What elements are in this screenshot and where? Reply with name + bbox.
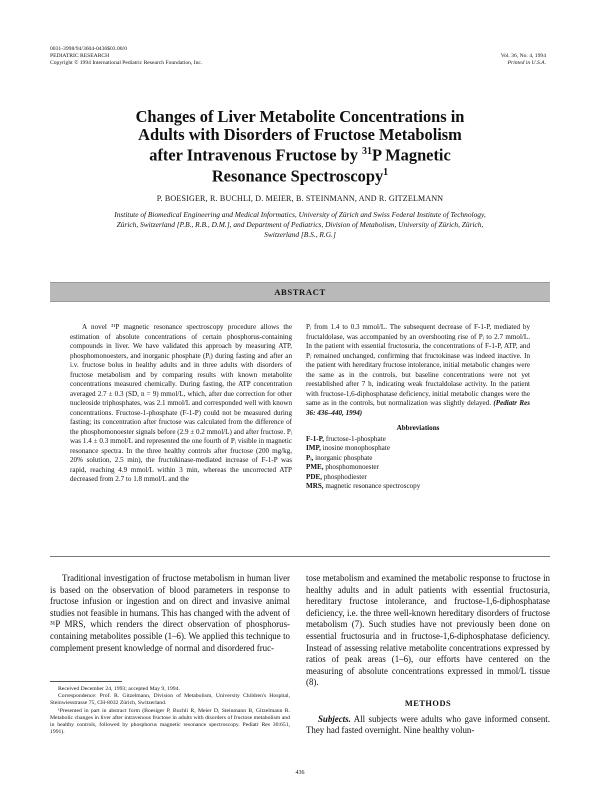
title-footnote-mark: 1 bbox=[383, 166, 389, 178]
printed-line: Printed in U.S.A. bbox=[507, 60, 546, 66]
footnotes bbox=[50, 686, 290, 736]
subjects-paragraph: Subjects. All subjects were adults who gave informed consent. They had fasted overnight. Nine healthy volun- bbox=[306, 713, 550, 736]
abbreviation-item: PME, phosphomonoester bbox=[306, 463, 379, 471]
subjects-label: Subjects. bbox=[318, 713, 351, 724]
abbreviations-heading: Abbreviations bbox=[396, 424, 440, 432]
footnote-rule bbox=[50, 681, 122, 682]
abstract-heading: ABSTRACT bbox=[274, 287, 326, 297]
journal-name: PEDIATRIC RESEARCH bbox=[50, 53, 110, 59]
journal-header bbox=[50, 46, 202, 67]
abbreviation-item: Pᵢ, inorganic phosphate bbox=[306, 453, 373, 462]
abbreviation-item: PDE, phosphodiester bbox=[306, 472, 367, 481]
abbreviation-item: IMP, inosine monophosphate bbox=[306, 444, 390, 452]
intro-paragraph: Traditional investigation of fructose metabolism in human liver is based on the observation of blood parameters in response to fructose infusion or ingestion and on direct and invasive animal studies not feasible in humans. This has changed with the advent of ³¹P MRS, which renders the direct observation of phosphorus-containing metabolites possible (1–6). We applied this technique to complement present knowledge of normal and disordered fruc- bbox=[50, 573, 290, 653]
volume-line: Vol. 36, No. 4, 1994 bbox=[500, 53, 546, 59]
abstract-right-column bbox=[306, 323, 530, 545]
title-line-3-pre: after Intravenous Fructose by bbox=[149, 145, 362, 165]
title-line-2: Adults with Disorders of Fructose Metabolism bbox=[138, 124, 462, 144]
section-divider bbox=[50, 556, 550, 557]
methods-heading: METHODS bbox=[404, 698, 452, 708]
article-code: 0031-3998/94/3604-0436$03.00/0 bbox=[50, 46, 127, 52]
title-line-3 bbox=[50, 143, 550, 164]
issue-info bbox=[501, 53, 546, 67]
body-right-column bbox=[306, 573, 550, 763]
page-number: 436 bbox=[295, 770, 305, 776]
title-line-3-post: P Magnetic bbox=[372, 145, 451, 165]
abstract-citation: (Pediatr Res 36: 436–440, 1994) bbox=[306, 399, 530, 417]
abbreviation-item: MRS, magnetic resonance spectroscopy bbox=[306, 482, 421, 490]
intro-continuation: tose metabolism and examined the metabolic response to fructose in healthy adults and in adult patients with essential fructosuria, hereditary fructose intolerance, and fructose-1,6-diphosphatase deficiency, i.e. the three well-known hereditary disorders of fructose metabolism (7). Such studies have not previously been done on essential fructosuria and in fructose-1,6-diphosphatase deficiency. Instead of assessing relative metabolite concentrations expressed by ratios of peak areas (1–6), our efforts have centered on the measuring of absolute concentrations expressed in mmol/L tissue (8). bbox=[306, 573, 550, 688]
abstract-text-right: Pᵢ from 1.4 to 0.3 mmol/L. The subsequent decrease of F-1-P, mediated by fructaldolase, was accompanied by an overshooting rise of Pᵢ to 2.7 mmol/L. In the patient with essential fructosuria, the concentrations of F-1-P, ATP, and Pᵢ remained unchanged, confirming that fructokinase was indeed inactive. In the patient with hereditary fructose intolerance, initial metabolic changes were the same as in the controls, but baseline concentrations were not yet reestablished after 7 h, indicating weak fructaldolase activity. In the patient with fructose-1,6-diphosphatase deficiency, initial metabolic changes were the same as in the controls, but normalization was slightly delayed. (Pediatr Res 36: 436–440, 1994) bbox=[306, 323, 530, 417]
article-title bbox=[50, 108, 550, 185]
copyright-line: Copyright © 1994 International Pediatric Research Foundation, Inc. bbox=[50, 60, 203, 66]
title-isotope-sup: 31 bbox=[362, 146, 372, 157]
abstract-left-column bbox=[70, 323, 292, 545]
affiliations: Institute of Biomedical Engineering and Medical Informatics, University of Zürich and Swiss Federal Institute of Technology, Zürich, Switzerland [P.B., R.B., D.M.], and Department of Pediatrics, Division of Metabolism, University of Zürich, Zürich, Switzerland [B.S., R.G.] bbox=[114, 210, 486, 239]
title-line-4: Resonance Spectroscopy$^1$ bbox=[211, 166, 389, 186]
body-left-column bbox=[50, 573, 290, 663]
presented-note: ¹Presented in part in abstract form (Boesiger P, Buchli R, Meier D, Steinmann B, Gitzelmann R. Metabolic changes in liver after intravenous fructose in adults with disorders of fructose metabolism and in healthy controls, followed by phosphorus magnetic resonance spectroscopy. Pediatr Res 30:651, 1991). bbox=[50, 707, 290, 736]
abbreviation-item: F-1-P, fructose-1-phosphate bbox=[306, 434, 386, 443]
author-list: P. BOESIGER, R. BUCHLI, D. MEIER, B. STEINMANN, AND R. GITZELMANN bbox=[156, 194, 444, 203]
title-line-1: Changes of Liver Metabolite Concentrations in bbox=[135, 107, 465, 126]
abstract-banner bbox=[50, 282, 550, 302]
received-note: Received December 24, 1993; accepted May 9, 1994. bbox=[58, 686, 180, 692]
correspondence-note: Correspondence: Prof. R. Gitzelmann, Division of Metabolism, University Children's Hospital, Steinwiesstrasse 75, CH-8032 Zürich, Switzerland. bbox=[50, 693, 290, 707]
abstract-text-left: A novel ³¹P magnetic resonance spectroscopy procedure allows the estimation of absolute concentrations of certain phosphorus-containing compounds in liver. We have validated this approach by measuring ATP, phosphomonoesters, and inorganic phosphate (Pᵢ) during fasting and after an i.v. fructose bolus in healthy adults and in three adults with disorders of fructose metabolism and by comparing results with known metabolite concentrations measured chemically. During fasting, the ATP concentration averaged 2.7 ± 0.3 (SD, n = 9) mmol/L, which, after due correction for other nucleoside triphosphates, was 2.1 mmol/L and corresponded well with known concentrations. Fructose-1-phosphate (F-1-P) could not be measured during fasting; its concentration after fructose was calculated from the difference of the phosphomonoester signals before (2.9 ± 0.2 mmol/L) and after fructose. Pᵢ was 1.4 ± 0.3 mmol/L and represented the one fourth of Pᵢ visible in magnetic resonance spectra. In the three healthy controls after fructose (200 mg/kg, 20% solution, 2.5 min), the fructokinase-mediated increase of F-1-P was rapid, reaching 4.9 mmol/L within 3 min, whereas the uncorrected ATP decreased from 2.7 to 1.8 mmol/L and the bbox=[70, 323, 292, 483]
